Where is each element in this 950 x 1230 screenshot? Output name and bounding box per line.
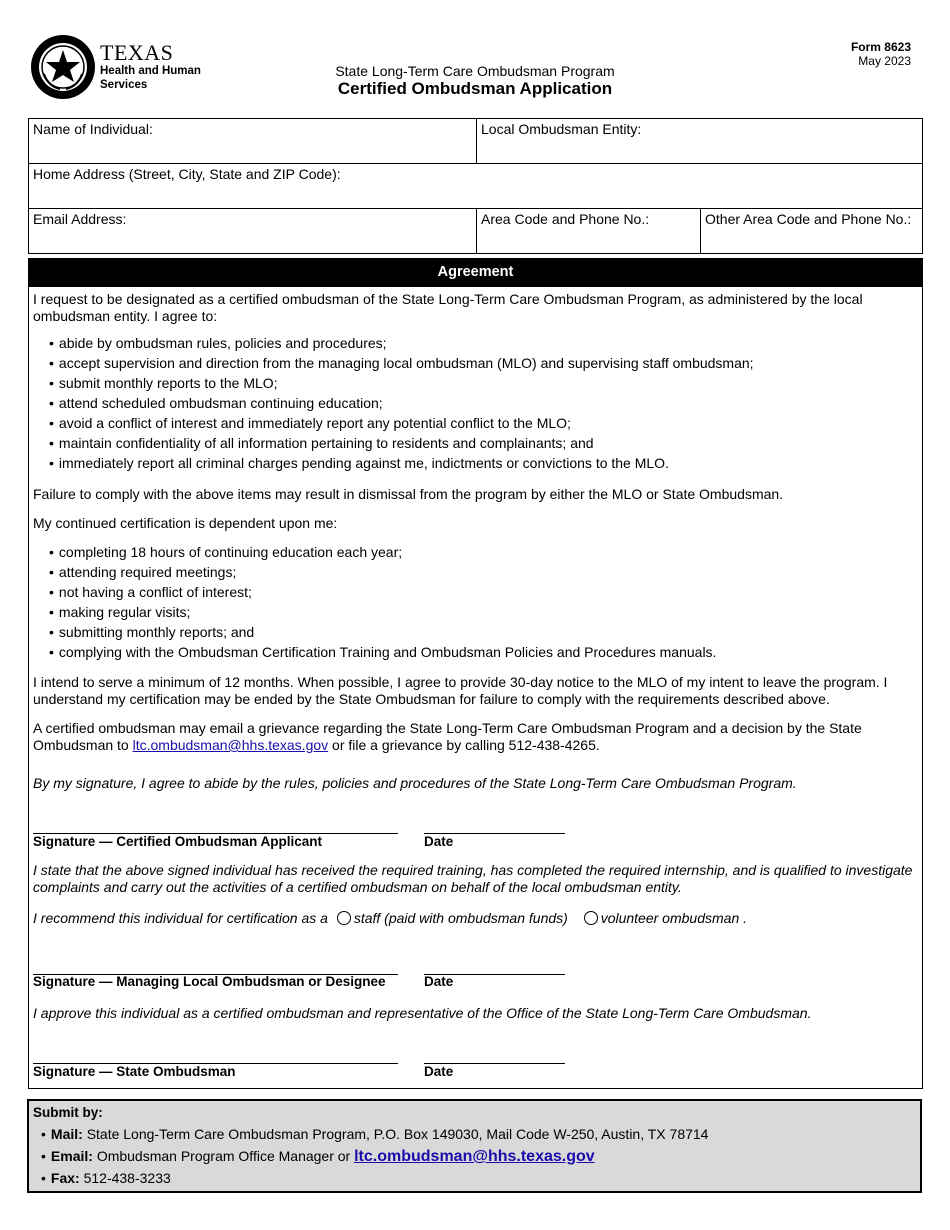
list-item: • maintain confidentiality of all information pertaining to residents and complainants; and bbox=[49, 433, 754, 453]
signature-statement: By my signature, I agree to abide by the rules, policies and procedures of the State Long-Term Care Ombudsman Program. bbox=[33, 775, 797, 791]
state-date-label: Date bbox=[424, 1064, 454, 1079]
program-name: State Long-Term Care Ombudsman Program bbox=[335, 63, 615, 79]
name-label: Name of Individual: bbox=[33, 121, 153, 137]
agreement-intro: I request to be designated as a certified ombudsman of the State Long-Term Care Ombudsman Program, as administered by the local ombudsman entity. I agree to: bbox=[33, 291, 863, 324]
mlo-statement: I state that the above signed individual has received the required training, has completed the required internship, and is qualified to investigate complaints and carry out the activities of a certified ombudsman on behalf of the local ombudsman entity. bbox=[33, 862, 913, 895]
grievance-email-link[interactable]: ltc.ombudsman@hhs.texas.gov bbox=[132, 737, 329, 753]
logo-line2: Services bbox=[100, 79, 148, 91]
state-signature-label: Signature — State Ombudsman bbox=[33, 1064, 236, 1079]
agree-list bbox=[49, 333, 754, 473]
list-item: • making regular visits; bbox=[49, 602, 716, 622]
volunteer-option-label: volunteer ombudsman . bbox=[600, 910, 748, 926]
recommend-text: I recommend this individual for certification as a bbox=[33, 910, 328, 926]
email-method-label: Email: bbox=[50, 1148, 93, 1164]
submit-methods bbox=[41, 1123, 708, 1189]
email-method-text: Ombudsman Program Office Manager or bbox=[96, 1148, 351, 1164]
submit-title: Submit by: bbox=[33, 1105, 103, 1120]
intend-text: I intend to serve a minimum of 12 months. When possible, I agree to provide 30-day notice to the MLO of my intent to leave the program. I understand my certification may be ended by the State Ombudsman for failure to comply with the requirements described above. bbox=[33, 674, 888, 707]
address-field[interactable] bbox=[29, 164, 923, 209]
list-item: • submit monthly reports to the MLO; bbox=[49, 373, 754, 393]
recommend-line bbox=[33, 910, 914, 927]
list-item: • submitting monthly reports; and bbox=[49, 622, 716, 642]
list-item: • not having a conflict of interest; bbox=[49, 582, 716, 602]
form-date: May 2023 bbox=[858, 54, 911, 68]
submit-email-link[interactable]: ltc.ombudsman@hhs.texas.gov bbox=[354, 1148, 595, 1165]
name-field[interactable] bbox=[29, 119, 477, 164]
applicant-signature-label: Signature — Certified Ombudsman Applicant bbox=[33, 834, 323, 849]
email-label: Email Address: bbox=[33, 211, 127, 227]
failure-text: Failure to comply with the above items may result in dismissal from the program by either the MLO or State Ombudsman. bbox=[33, 486, 784, 502]
mlo-signature-label: Signature — Managing Local Ombudsman or Designee bbox=[33, 974, 386, 989]
list-item: • complying with the Ombudsman Certification Training and Ombudsman Policies and Procedures manuals. bbox=[49, 642, 716, 662]
list-item bbox=[41, 1123, 708, 1145]
mail-text: State Long-Term Care Ombudsman Program, P.O. Box 149030, Mail Code W-250, Austin, TX 78714 bbox=[86, 1126, 709, 1142]
other-phone-label: Other Area Code and Phone No.: bbox=[705, 211, 912, 227]
list-item: • attend scheduled ombudsman continuing education; bbox=[49, 393, 754, 413]
continued-list bbox=[49, 542, 716, 662]
address-label: Home Address (Street, City, State and ZIP Code): bbox=[33, 166, 341, 182]
agreement-section bbox=[28, 258, 923, 1089]
mail-label: Mail: bbox=[50, 1126, 83, 1142]
applicant-date-label: Date bbox=[424, 834, 454, 849]
continued-text: My continued certification is dependent upon me: bbox=[33, 515, 338, 531]
grievance-text bbox=[33, 720, 914, 754]
page-title: Certified Ombudsman Application bbox=[337, 79, 613, 98]
list-item: • completing 18 hours of continuing education each year; bbox=[49, 542, 716, 562]
staff-radio[interactable] bbox=[337, 911, 351, 925]
grievance-post: or file a grievance by calling 512-438-4265. bbox=[328, 737, 600, 753]
list-item bbox=[41, 1167, 708, 1189]
agreement-heading: Agreement bbox=[29, 259, 922, 287]
logo-state: TEXAS bbox=[100, 40, 174, 65]
list-item bbox=[41, 1145, 708, 1167]
list-item: • avoid a conflict of interest and immediately report any potential conflict to the MLO; bbox=[49, 413, 754, 433]
list-item: • attending required meetings; bbox=[49, 562, 716, 582]
list-item: • accept supervision and direction from the managing local ombudsman (MLO) and supervising staff ombudsman; bbox=[49, 353, 754, 373]
entity-label: Local Ombudsman Entity: bbox=[481, 121, 642, 137]
list-item: • abide by ombudsman rules, policies and procedures; bbox=[49, 333, 754, 353]
submit-by-box bbox=[27, 1099, 922, 1193]
volunteer-radio[interactable] bbox=[584, 911, 598, 925]
list-item: • immediately report all criminal charges pending against me, indictments or convictions to the MLO. bbox=[49, 453, 754, 473]
logo-line1: Health and Human bbox=[100, 65, 201, 77]
mlo-date-label: Date bbox=[424, 974, 454, 989]
entity-field[interactable] bbox=[477, 119, 923, 164]
fax-text: 512-438-3233 bbox=[83, 1170, 171, 1186]
grievance-pre: A certified ombudsman may email a grievance regarding the State Long-Term Care Ombudsman Program and a decision by the State Ombudsman to bbox=[33, 720, 862, 753]
phone-label: Area Code and Phone No.: bbox=[481, 211, 650, 227]
phone-field[interactable] bbox=[477, 209, 701, 254]
email-field[interactable] bbox=[29, 209, 477, 254]
fax-label: Fax: bbox=[50, 1170, 80, 1186]
other-phone-field[interactable] bbox=[701, 209, 923, 254]
form-number: Form 8623 bbox=[850, 40, 911, 54]
applicant-info-table bbox=[28, 118, 923, 254]
staff-option-label: staff (paid with ombudsman funds) bbox=[353, 910, 568, 926]
approve-statement: I approve this individual as a certified ombudsman and representative of the Office of the State Long-Term Care Ombudsman. bbox=[33, 1005, 812, 1021]
